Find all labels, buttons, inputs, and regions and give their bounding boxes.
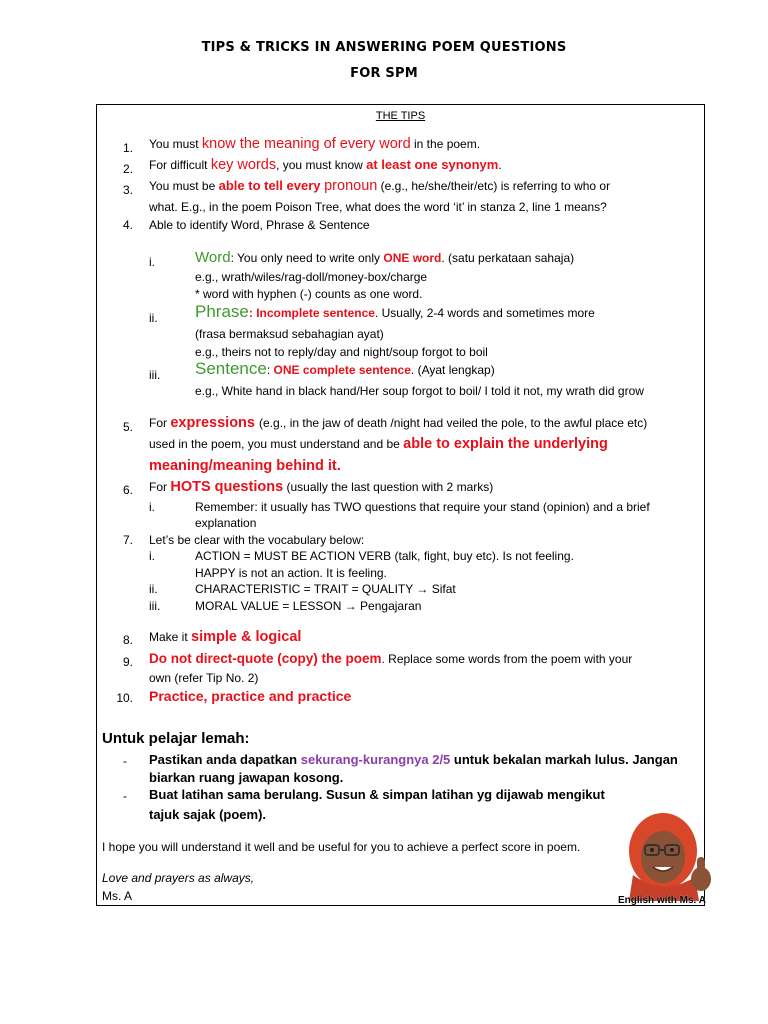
closing-message: I hope you will understand it well and be useful for you to achieve a perfect score in poem. [102,840,581,854]
memoji-thumbs-up-icon [617,805,717,905]
word-definition [195,251,574,265]
tip-number: 3. [122,183,133,197]
tip-6-text-end: (usually the last question with 2 marks) [283,480,494,494]
tip-2-highlight-b: at least one synonym [366,157,499,172]
weak-tip-1-text: Pastikan anda dapatkan [149,752,301,767]
tip-5-line-3: meaning/meaning behind it. [149,458,341,474]
signoff-line: Love and prayers as always, [102,871,255,885]
tip-10: Practice, practice and practice [149,688,352,704]
tip-6-highlight: HOTS questions [170,479,284,495]
tip-8-highlight: simple & logical [191,629,302,645]
tip-9-text: . Replace some words from the poem with your [381,652,633,666]
vocab-action-2: HAPPY is not an action. It is feeling. [195,566,387,580]
tip-8-text: Make it [149,630,192,644]
roman-numeral: iii. [149,368,161,382]
tip-2-highlight-a: key words [210,157,277,173]
tip-number: 7. [122,533,133,547]
phrase-highlight: Incomplete sentence [256,306,375,320]
tip-1 [149,137,480,151]
tip-5-text: For [149,416,171,430]
tip-number: 9. [122,655,133,669]
vocab-moral-value: MORAL VALUE = LESSON → Pengajaran [195,599,422,613]
roman-numeral: ii. [149,582,158,596]
tip-3-highlight-b: pronoun [324,178,378,194]
tip-3 [149,179,610,193]
word-highlight: ONE word [383,251,442,265]
weak-students-heading: Untuk pelajar lemah: [102,730,250,747]
tip-1-text: You must [149,137,202,151]
sentence-highlight: ONE complete sentence [273,363,411,377]
signoff-name: Ms. A [102,889,133,903]
vocab-action: ACTION = MUST BE ACTION VERB (talk, fight, buy etc). Is not feeling. [195,549,574,563]
word-example: e.g., wrath/wiles/rag-doll/money-box/charge [195,270,428,284]
roman-numeral: i. [149,255,155,269]
word-label: Word [195,249,231,266]
bullet-dash: - [123,754,127,768]
sentence-text-end: . (Ayat lengkap) [410,363,495,377]
tip-number: 1. [122,141,133,155]
tip-5-highlight: expressions [170,415,260,431]
sentence-definition [195,359,495,378]
avatar-caption: English with Ms. A [618,895,706,906]
tip-2 [149,158,502,172]
phrase-text: : [248,306,257,320]
weak-tip-1 [149,752,678,767]
tip-6-sub-2: explanation [195,516,257,530]
tip-9-line-2: own (refer Tip No. 2) [149,671,259,685]
sentence-label: Sentence [195,359,267,378]
tip-3-text: You must be [149,179,219,193]
tip-5-text-2: used in the poem, you must understand and be [149,437,404,451]
tip-number: 5. [122,420,133,434]
tip-3-text-end: (e.g., he/she/their/etc) is referring to who or [377,179,611,193]
roman-numeral: i. [149,549,155,563]
tip-9 [149,652,632,666]
roman-numeral: ii. [149,311,158,325]
tip-5-line-2 [149,437,608,451]
tip-6-sub: Remember: it usually has TWO questions that require your stand (opinion) and a brief [195,500,650,514]
tip-2-text-mid: , you must know [276,158,367,172]
sentence-example: e.g., White hand in black hand/Her soup forgot to boil/ I told it not, my wrath did grow [195,384,644,398]
tip-number: 6. [122,483,133,497]
tip-number: 10. [116,691,133,705]
phrase-text-end: . Usually, 2-4 words and sometimes more [374,306,595,320]
tip-6-text: For [149,480,171,494]
tip-3-highlight-a: able to tell every [218,178,325,193]
tip-4: Able to identify Word, Phrase & Sentence [149,218,370,232]
tip-1-highlight: know the meaning of every word [201,136,411,152]
tip-2-text: For difficult [149,158,211,172]
tip-number: 4. [122,218,133,232]
phrase-definition [195,302,595,321]
word-text-end: . (satu perkataan sahaja) [441,251,575,265]
tip-2-text-end: . [498,158,502,172]
vocab-characteristic: CHARACTERISTIC = TRAIT = QUALITY → Sifat [195,582,456,596]
tip-9-highlight: Do not direct-quote (copy) the poem [149,651,382,666]
weak-tip-1-text-end: untuk bekalan markah lulus. Jangan [450,752,678,767]
tip-1-text-end: in the poem. [410,137,481,151]
tip-7: Let’s be clear with the vocabulary below: [149,533,365,547]
tip-5-text-end: (e.g., in the jaw of death /night had veiled the pole, to the awful place etc) [259,416,648,430]
tips-box [96,104,705,906]
tip-3-line-2: what. E.g., in the poem Poison Tree, what does the word ‘it’ in stanza 2, line 1 means? [149,200,607,214]
phrase-meaning: (frasa bermaksud sebahagian ayat) [195,327,384,341]
roman-numeral: iii. [149,599,161,613]
tip-5 [149,416,647,430]
tip-number: 2. [122,162,133,176]
phrase-label: Phrase [195,302,249,321]
word-text: : You only need to write only [230,251,384,265]
word-note: * word with hyphen (-) counts as one word. [195,287,423,301]
avatar [617,805,717,905]
weak-tip-2: Buat latihan sama berulang. Susun & simpan latihan yg dijawab mengikut [149,787,605,802]
weak-tip-1-highlight: sekurang-kurangnya 2/5 [300,752,451,767]
phrase-example: e.g., theirs not to reply/day and night/soup forgot to boil [195,345,488,359]
bullet-dash: - [123,789,127,803]
tip-8 [149,630,301,644]
weak-tip-1-line-2: biarkan ruang jawapan kosong. [149,770,344,785]
tips-heading: THE TIPS [375,110,426,122]
sentence-text: : [266,363,274,377]
document-title: TIPS & TRICKS IN ANSWERING POEM QUESTIONS [201,40,567,55]
tip-5-highlight-2: able to explain the underlying [403,436,608,452]
weak-tip-2-line-2: tajuk sajak (poem). [149,807,267,822]
tip-number: 8. [122,633,133,647]
tip-6 [149,480,493,494]
roman-numeral: i. [149,500,155,514]
document-subtitle: FOR SPM [350,66,418,81]
